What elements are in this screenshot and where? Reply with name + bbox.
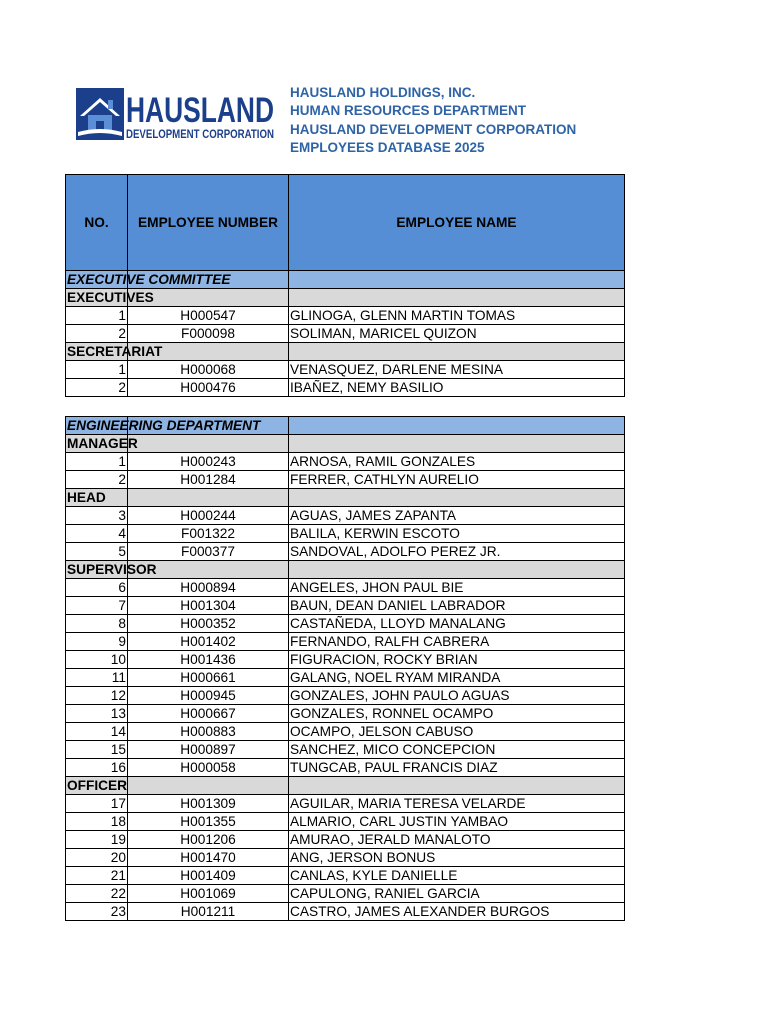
employee-number-cell: F001322 xyxy=(128,525,289,543)
employee-number-cell: H000667 xyxy=(128,705,289,723)
column-header-no: NO. xyxy=(66,175,128,271)
row-number: 20 xyxy=(66,849,128,867)
empty-cell xyxy=(289,417,625,435)
employee-number-cell: H000945 xyxy=(128,687,289,705)
row-number: 2 xyxy=(66,379,128,397)
position-group-label: SUPERVISOR xyxy=(67,562,157,577)
table-row xyxy=(66,361,625,379)
table-row xyxy=(66,849,625,867)
row-number: 6 xyxy=(66,579,128,597)
label-cell xyxy=(66,435,138,453)
row-number: 13 xyxy=(66,705,128,723)
row-number: 23 xyxy=(66,903,128,921)
label-cell xyxy=(66,489,128,507)
employee-name-cell: GLINOGA, GLENN MARTIN TOMAS xyxy=(289,307,625,325)
employee-number-cell: H001409 xyxy=(128,867,289,885)
employee-name-cell: ANG, JERSON BONUS xyxy=(289,849,625,867)
position-group-row xyxy=(66,435,625,453)
position-group-label: EXECUTIVES xyxy=(67,290,154,305)
table-row xyxy=(66,579,625,597)
employee-name-cell: FERRER, CATHLYN AURELIO xyxy=(289,471,625,489)
table-row xyxy=(66,741,625,759)
table-row xyxy=(66,885,625,903)
row-number: 14 xyxy=(66,723,128,741)
column-header-employee-number: EMPLOYEE NUMBER xyxy=(128,175,289,271)
employee-name-cell: ARNOSA, RAMIL GONZALES xyxy=(289,453,625,471)
table-row xyxy=(66,379,625,397)
employee-name-cell: CASTAÑEDA, LLOYD MANALANG xyxy=(289,615,625,633)
table-body xyxy=(66,271,625,397)
row-number: 10 xyxy=(66,651,128,669)
logo-graphic xyxy=(76,86,276,142)
employee-name-cell: FERNANDO, RALFH CABRERA xyxy=(289,633,625,651)
empty-cell xyxy=(128,435,289,453)
employee-number-cell: H000243 xyxy=(128,453,289,471)
employee-number-cell: H001069 xyxy=(128,885,289,903)
row-number: 12 xyxy=(66,687,128,705)
employee-name-cell: GONZALES, RONNEL OCAMPO xyxy=(289,705,625,723)
employee-name-cell: FIGURACION, ROCKY BRIAN xyxy=(289,651,625,669)
row-number: 11 xyxy=(66,669,128,687)
empty-cell xyxy=(128,777,289,795)
position-group-row xyxy=(66,489,625,507)
row-number: 22 xyxy=(66,885,128,903)
label-cell xyxy=(66,417,261,435)
row-number: 21 xyxy=(66,867,128,885)
engineering-table xyxy=(65,416,625,921)
table-row xyxy=(66,795,625,813)
table-row xyxy=(66,831,625,849)
table-row xyxy=(66,867,625,885)
employee-number-cell: H000068 xyxy=(128,361,289,379)
table-row xyxy=(66,453,625,471)
employee-number-cell: H000058 xyxy=(128,759,289,777)
employee-name-cell: BAUN, DEAN DANIEL LABRADOR xyxy=(289,597,625,615)
table-row xyxy=(66,543,625,561)
row-number: 8 xyxy=(66,615,128,633)
employee-number-cell: H001309 xyxy=(128,795,289,813)
employee-number-cell: F000098 xyxy=(128,325,289,343)
empty-cell xyxy=(289,435,625,453)
position-group-label: SECRETARIAT xyxy=(67,344,163,359)
employee-name-cell: CANLAS, KYLE DANIELLE xyxy=(289,867,625,885)
employee-number-cell: F000377 xyxy=(128,543,289,561)
executive-table xyxy=(65,174,625,397)
employee-name-cell: BALILA, KERWIN ESCOTO xyxy=(289,525,625,543)
row-number: 15 xyxy=(66,741,128,759)
employee-number-cell: H001402 xyxy=(128,633,289,651)
employee-number-cell: H000661 xyxy=(128,669,289,687)
position-group-row xyxy=(66,289,625,307)
table-row xyxy=(66,813,625,831)
employee-name-cell: VENASQUEZ, DARLENE MESINA xyxy=(289,361,625,379)
table-row xyxy=(66,307,625,325)
position-group-row xyxy=(66,343,625,361)
empty-cell xyxy=(289,289,625,307)
logo-brand-text: HAUSLAND xyxy=(126,91,274,130)
row-number: 2 xyxy=(66,471,128,489)
row-number: 17 xyxy=(66,795,128,813)
header-database-title: EMPLOYEES DATABASE 2025 xyxy=(290,139,485,155)
position-group-row xyxy=(66,777,625,795)
table-row xyxy=(66,669,625,687)
label-cell xyxy=(66,777,128,795)
row-number: 1 xyxy=(66,361,128,379)
employee-number-cell: H000547 xyxy=(128,307,289,325)
row-number: 3 xyxy=(66,507,128,525)
position-group-label: HEAD xyxy=(67,490,106,505)
label-cell xyxy=(66,561,157,579)
department-label: EXECUTIVE COMMITTEE xyxy=(67,272,231,287)
employee-number-cell: H001206 xyxy=(128,831,289,849)
header-company: HAUSLAND HOLDINGS, INC. xyxy=(290,85,476,100)
empty-cell xyxy=(289,343,625,361)
employee-name-cell: ANGELES, JHON PAUL BIE xyxy=(289,579,625,597)
employee-name-cell: CASTRO, JAMES ALEXANDER BURGOS xyxy=(289,903,625,921)
department-label: ENGINEERING DEPARTMENT xyxy=(67,418,261,433)
label-cell xyxy=(66,289,154,307)
position-group-label: MANAGER xyxy=(67,436,138,451)
employee-number-cell: H000476 xyxy=(128,379,289,397)
row-number: 18 xyxy=(66,813,128,831)
row-number: 5 xyxy=(66,543,128,561)
employee-name-cell: OCAMPO, JELSON CABUSO xyxy=(289,723,625,741)
label-cell xyxy=(66,271,231,289)
table-row xyxy=(66,903,625,921)
employee-name-cell: AGUAS, JAMES ZAPANTA xyxy=(289,507,625,525)
employee-name-cell: TUNGCAB, PAUL FRANCIS DIAZ xyxy=(289,759,625,777)
table-row xyxy=(66,325,625,343)
employee-number-cell: H000883 xyxy=(128,723,289,741)
company-logo xyxy=(76,86,276,142)
empty-cell xyxy=(289,561,625,579)
table-row xyxy=(66,705,625,723)
logo-tagline-text: DEVELOPMENT CORPORATION xyxy=(126,127,274,141)
employee-number-cell: H001436 xyxy=(128,651,289,669)
label-cell xyxy=(66,343,163,361)
employee-name-cell: IBAÑEZ, NEMY BASILIO xyxy=(289,379,625,397)
empty-cell xyxy=(128,489,289,507)
employee-name-cell: AGUILAR, MARIA TERESA VELARDE xyxy=(289,795,625,813)
employee-name-cell: SANDOVAL, ADOLFO PEREZ JR. xyxy=(289,543,625,561)
table-row xyxy=(66,687,625,705)
position-group-row xyxy=(66,561,625,579)
table-row xyxy=(66,651,625,669)
row-number: 7 xyxy=(66,597,128,615)
position-group-label: OFFICER xyxy=(67,778,128,793)
column-header-employee-name: EMPLOYEE NAME xyxy=(289,175,625,271)
employee-number-cell: H000897 xyxy=(128,741,289,759)
row-number: 9 xyxy=(66,633,128,651)
table-row xyxy=(66,615,625,633)
table-header-row xyxy=(66,175,625,271)
empty-cell xyxy=(289,777,625,795)
employee-number-cell: H000352 xyxy=(128,615,289,633)
document-header xyxy=(290,84,576,157)
employee-name-cell: ALMARIO, CARL JUSTIN YAMBAO xyxy=(289,813,625,831)
employee-number-cell: H000894 xyxy=(128,579,289,597)
table-row xyxy=(66,471,625,489)
employee-number-cell: H001470 xyxy=(128,849,289,867)
employee-name-cell: CAPULONG, RANIEL GARCIA xyxy=(289,885,625,903)
empty-cell xyxy=(289,271,625,289)
table-row xyxy=(66,759,625,777)
employee-number-cell: H001284 xyxy=(128,471,289,489)
employee-number-cell: H000244 xyxy=(128,507,289,525)
employee-name-cell: SANCHEZ, MICO CONCEPCION xyxy=(289,741,625,759)
table-row xyxy=(66,507,625,525)
header-department: HUMAN RESOURCES DEPARTMENT xyxy=(290,103,527,119)
employee-number-cell: H001355 xyxy=(128,813,289,831)
department-row xyxy=(66,271,625,289)
employee-name-cell: SOLIMAN, MARICEL QUIZON xyxy=(289,325,625,343)
table-row xyxy=(66,597,625,615)
employee-number-cell: H001211 xyxy=(128,903,289,921)
header-corporation: HAUSLAND DEVELOPMENT CORPORATION xyxy=(290,121,577,137)
row-number: 19 xyxy=(66,831,128,849)
row-number: 1 xyxy=(66,453,128,471)
table-row xyxy=(66,723,625,741)
table-row xyxy=(66,525,625,543)
employee-number-cell: H001304 xyxy=(128,597,289,615)
empty-cell xyxy=(289,489,625,507)
row-number: 16 xyxy=(66,759,128,777)
employee-name-cell: GONZALES, JOHN PAULO AGUAS xyxy=(289,687,625,705)
table-row xyxy=(66,633,625,651)
row-number: 4 xyxy=(66,525,128,543)
department-row xyxy=(66,417,625,435)
employee-name-cell: GALANG, NOEL RYAM MIRANDA xyxy=(289,669,625,687)
employee-name-cell: AMURAO, JERALD MANALOTO xyxy=(289,831,625,849)
table-body xyxy=(66,417,625,921)
row-number: 1 xyxy=(66,307,128,325)
row-number: 2 xyxy=(66,325,128,343)
